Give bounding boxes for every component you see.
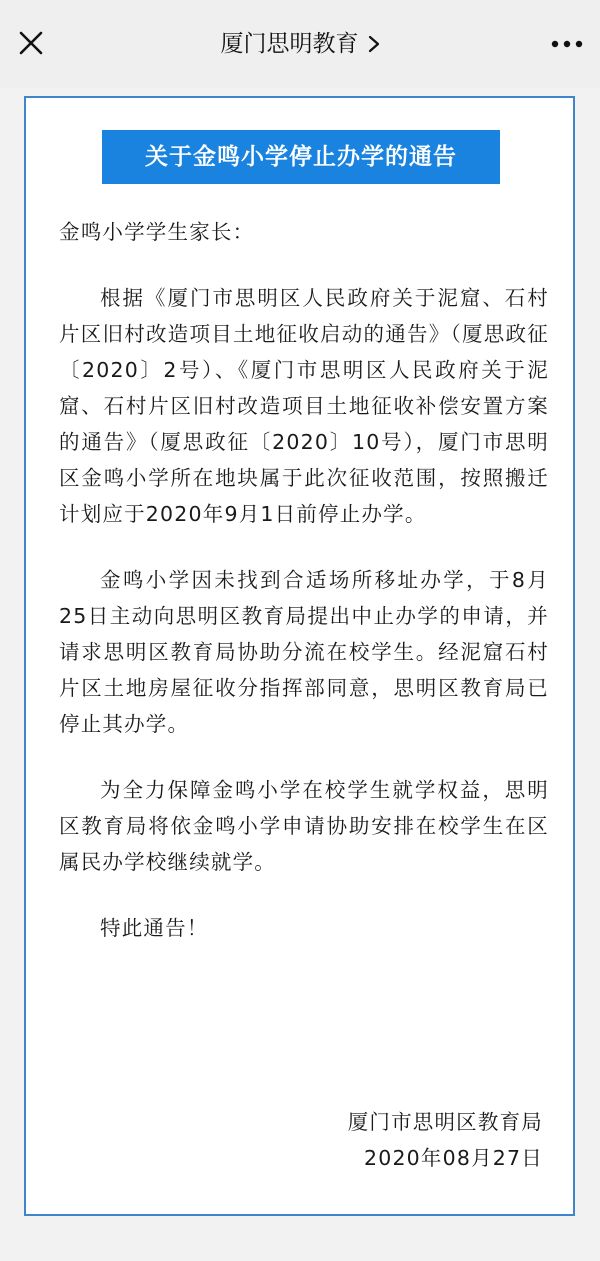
signature-block [348, 1104, 543, 1176]
chevron-right-icon [368, 35, 380, 53]
notice-paragraph-1: 根据《厦门市思明区人民政府关于泥窟、石村片区旧村改造项目土地征收启动的通告》（厦思政征〔2020〕2号）、《厦门市思明区人民政府关于泥窟、石村片区旧村改造项目土地征收补偿安置方案的通告》（厦思政征〔2020〕10号），厦门市思明区金鸣小学所在地块属于此次征收范围，按照搬迁计划应于2020年9月1日前停止办学。 [59, 286, 549, 526]
page-title: 厦门思明教育 [220, 31, 359, 57]
signature-date: 2020年08月27日 [363, 1146, 543, 1170]
top-nav-bar [0, 0, 600, 88]
more-button[interactable] [550, 34, 584, 54]
account-title-link[interactable] [0, 26, 600, 62]
closing-line: 特此通告！ [100, 916, 209, 940]
notice-paragraph-2: 金鸣小学因未找到合适场所移址办学，于8月25日主动向思明区教育局提出中止办学的申请，并请求思明区教育局协助分流在校学生。经泥窟石村片区土地房屋征收分指挥部同意，思明区教育局已停止其办学。 [59, 568, 549, 736]
notice-body [59, 214, 549, 946]
salutation: 金鸣小学学生家长： [59, 220, 255, 244]
more-dots-icon [550, 34, 584, 54]
signature-organization: 厦门市思明区教育局 [347, 1110, 543, 1134]
notice-paragraph-3: 为全力保障金鸣小学在校学生就学权益，思明区教育局将依金鸣小学申请协助安排在校学生在区属民办学校继续就学。 [59, 778, 549, 874]
notice-card [24, 96, 575, 1216]
notice-title-banner: 关于金鸣小学停止办学的通告 [102, 130, 500, 184]
